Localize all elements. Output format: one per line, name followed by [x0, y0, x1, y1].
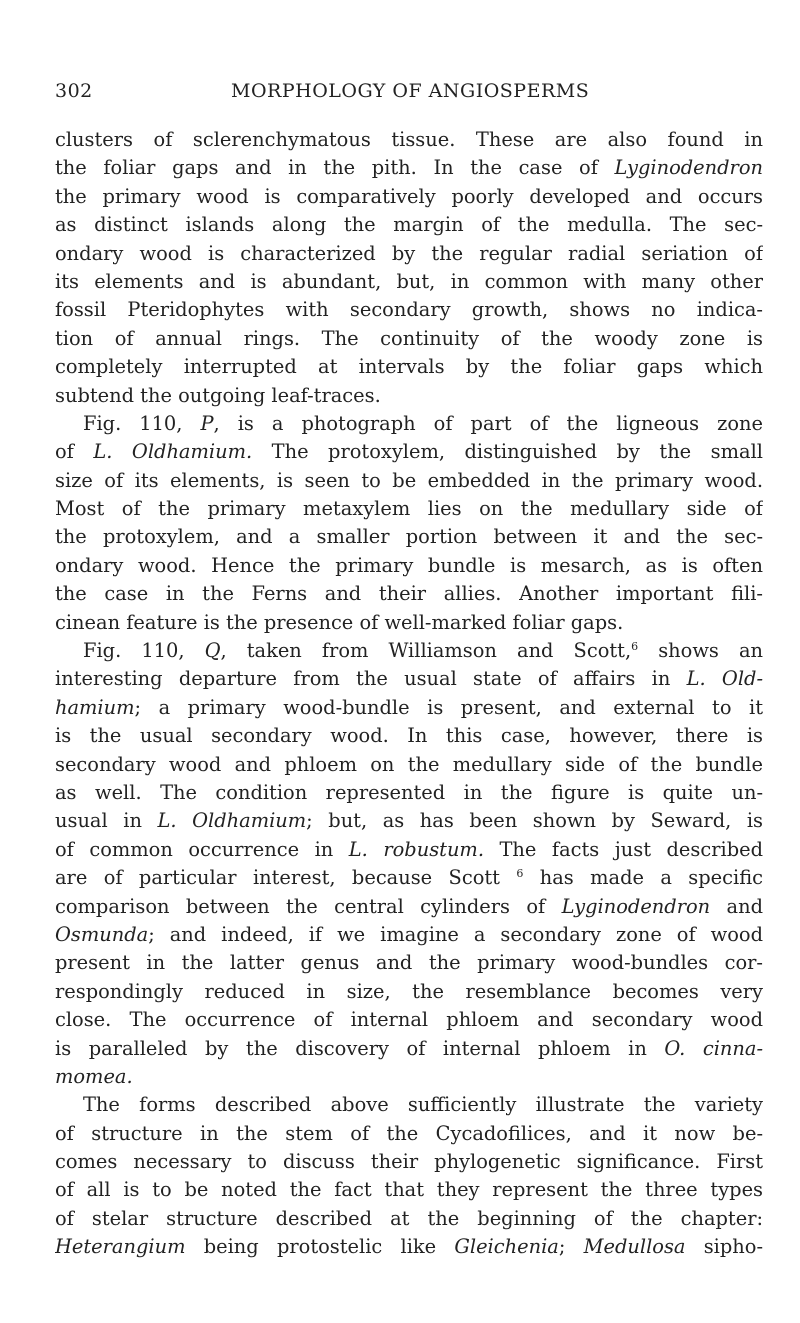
text-run: respondingly reduced in size, the resemblance becomes very	[55, 979, 763, 1003]
text-run: ; but, as has been shown by Seward, is	[306, 809, 763, 833]
text-line	[55, 1006, 763, 1034]
footnote-ref: 6	[631, 640, 639, 654]
text-line	[55, 722, 763, 750]
text-line	[55, 921, 763, 949]
text-run: of common occurrence in	[55, 837, 349, 861]
text-line	[55, 552, 763, 580]
text-line	[55, 893, 763, 921]
text-run: ;	[558, 1235, 584, 1259]
italic-text: L. robustum.	[348, 837, 484, 861]
italic-text: Heterangium	[55, 1235, 186, 1259]
text-run: ondary wood. Hence the primary bundle is mesarch, as is often	[55, 553, 763, 577]
text-run: secondary wood and phloem on the medullary side of the bundle	[55, 752, 763, 776]
text-line	[55, 1205, 763, 1233]
text-line	[55, 751, 763, 779]
text-run: is paralleled by the discovery of internal phloem in	[55, 1036, 665, 1060]
page-header	[55, 80, 763, 110]
text-run: of all is to be noted the fact that they represent the three types	[55, 1178, 763, 1202]
text-line	[55, 1176, 763, 1204]
text-line	[55, 154, 763, 182]
text-line	[55, 382, 763, 410]
italic-text: momea.	[55, 1064, 133, 1088]
text-run: of structure in the stem of the Cycadofilices, and it now be-	[55, 1121, 763, 1145]
text-run: The protoxylem, distinguished by the small	[252, 440, 763, 464]
text-line	[55, 353, 763, 381]
italic-text: O. cinna-	[664, 1036, 763, 1060]
text-run: size of its elements, is seen to be embedded in the primary wood.	[55, 468, 763, 492]
text-run: , is a photograph of part of the ligneous zone	[213, 411, 763, 435]
text-run: fossil Pteridophytes with secondary growth, shows no indica-	[55, 298, 763, 322]
text-run: Fig. 110,	[83, 411, 201, 435]
text-run: Most of the primary metaxylem lies on the medullary side of	[55, 497, 763, 521]
text-run: being protostelic like	[185, 1235, 455, 1259]
text-line	[55, 665, 763, 693]
text-run: sipho-	[685, 1235, 763, 1259]
italic-text: Q	[204, 639, 221, 663]
text-line	[55, 183, 763, 211]
text-run: close. The occurrence of internal phloem and secondary wood	[55, 1008, 763, 1032]
text-line	[55, 978, 763, 1006]
italic-text: L. Old-	[686, 667, 763, 691]
text-run: comes necessary to discuss their phylogenetic significance. First	[55, 1150, 763, 1174]
text-run: the case in the Ferns and their allies. Another important fili-	[55, 582, 763, 606]
text-line	[55, 211, 763, 239]
text-line	[55, 949, 763, 977]
text-line	[55, 325, 763, 353]
text-run: as well. The condition represented in the figure is quite un-	[55, 780, 763, 804]
text-line	[55, 1120, 763, 1148]
text-line	[55, 807, 763, 835]
text-line	[55, 268, 763, 296]
text-run: ondary wood is characterized by the regular radial seriation of	[55, 241, 763, 265]
text-line	[55, 296, 763, 324]
text-run: the protoxylem, and a smaller portion between it and the sec-	[55, 525, 763, 549]
text-line	[55, 637, 763, 665]
text-line	[55, 495, 763, 523]
text-run: are of particular interest, because Scott	[55, 866, 517, 890]
text-run: , taken from Williamson and Scott,	[220, 639, 632, 663]
italic-text: Lyginodendron	[614, 156, 763, 180]
text-run: ; a primary wood-bundle is present, and external to it	[134, 695, 763, 719]
text-line	[55, 523, 763, 551]
text-line	[55, 580, 763, 608]
italic-text: Osmunda	[55, 922, 149, 946]
text-line	[55, 1148, 763, 1176]
italic-text: P	[200, 411, 214, 435]
text-line	[55, 779, 763, 807]
italic-text: L. Oldhamium.	[93, 440, 253, 464]
page-number: 302	[55, 80, 93, 102]
italic-text: hamium	[55, 695, 135, 719]
text-run: the primary wood is comparatively poorly developed and occurs	[55, 184, 763, 208]
text-run: The forms described above sufficiently illustrate the variety	[83, 1093, 763, 1117]
text-run: the foliar gaps and in the pith. In the case of	[55, 156, 615, 180]
text-run: its elements and is abundant, but, in common with many other	[55, 269, 763, 293]
text-line	[55, 1063, 763, 1091]
text-run: The facts just described	[483, 837, 763, 861]
text-run: has made a specific	[523, 866, 763, 890]
text-line	[55, 694, 763, 722]
text-run: comparison between the central cylinders of	[55, 894, 562, 918]
text-run: and	[710, 894, 763, 918]
text-line	[55, 1233, 763, 1261]
italic-text: L. Oldhamium	[157, 809, 307, 833]
text-run: ; and indeed, if we imagine a secondary zone of wood	[148, 922, 763, 946]
text-run: is the usual secondary wood. In this case, however, there is	[55, 724, 763, 748]
body-text	[55, 126, 763, 1262]
text-run: clusters of sclerenchymatous tissue. These are also found in	[55, 128, 763, 151]
text-line	[55, 836, 763, 864]
text-run: present in the latter genus and the primary wood-bundles cor-	[55, 951, 763, 975]
footnote-ref: 6	[516, 867, 524, 881]
running-head: MORPHOLOGY OF ANGIOSPERMS	[231, 80, 590, 102]
text-run: usual in	[55, 809, 158, 833]
text-run: tion of annual rings. The continuity of the woody zone is	[55, 326, 763, 350]
text-run: as distinct islands along the margin of the medulla. The sec-	[55, 213, 763, 237]
text-run: of stelar structure described at the beginning of the chapter:	[55, 1206, 763, 1230]
text-run: interesting departure from the usual state of affairs in	[55, 667, 687, 691]
text-run: completely interrupted at intervals by the foliar gaps which	[55, 355, 763, 379]
text-line	[55, 1035, 763, 1063]
text-line	[55, 126, 763, 154]
text-run: Fig. 110,	[83, 639, 205, 663]
text-line	[55, 240, 763, 268]
text-line	[55, 864, 763, 892]
text-line	[55, 410, 763, 438]
text-run: subtend the outgoing leaf-traces.	[55, 383, 381, 407]
text-run: of	[55, 440, 94, 464]
italic-text: Medullosa	[583, 1235, 686, 1259]
italic-text: Lyginodendron	[561, 894, 711, 918]
text-line	[55, 438, 763, 466]
text-line	[55, 467, 763, 495]
text-run: shows an	[638, 639, 763, 663]
italic-text: Gleichenia	[454, 1235, 559, 1259]
text-run: cinean feature is the presence of well-marked foliar gaps.	[55, 610, 624, 634]
text-line	[55, 609, 763, 637]
text-line	[55, 1091, 763, 1119]
